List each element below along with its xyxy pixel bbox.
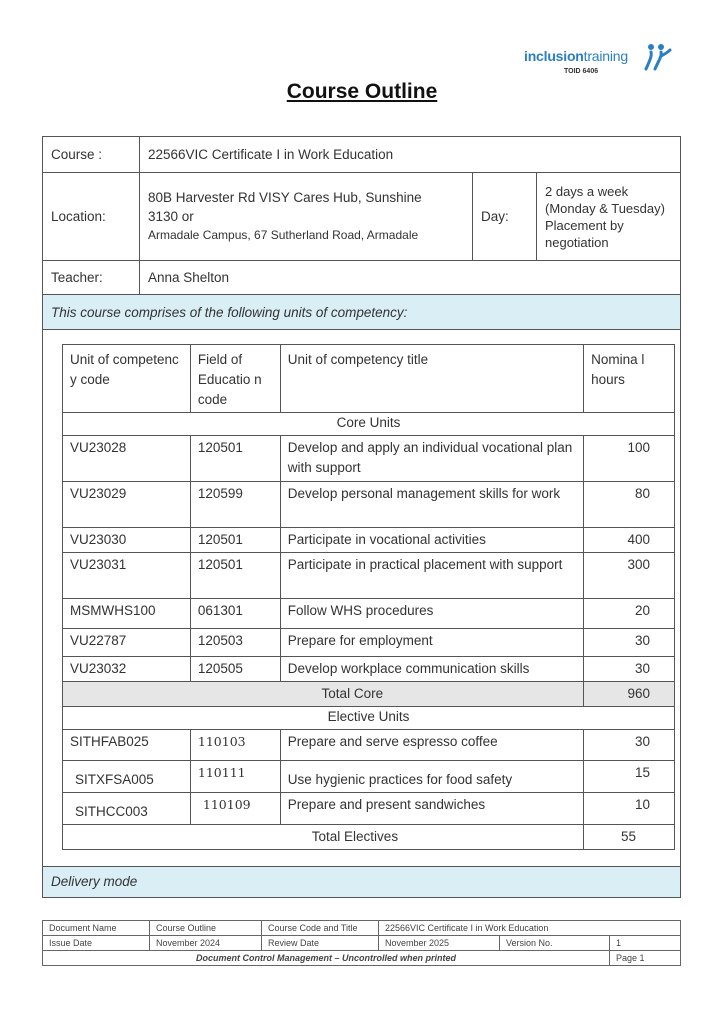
location-row — [43, 173, 681, 261]
unit-code: MSMWHS100 — [63, 599, 191, 629]
page-number: Page 1 — [610, 951, 681, 966]
issue-date-value: November 2024 — [150, 936, 262, 951]
brand-logo — [524, 42, 674, 80]
field-code: 120599 — [190, 482, 280, 528]
unit-code: VU23031 — [63, 553, 191, 599]
table-row — [63, 528, 675, 553]
location-line-1: 80B Harvester Rd VISY Cares Hub, Sunshine — [148, 190, 422, 205]
day-value: 2 days a week (Monday & Tuesday) Placement by negotiation — [537, 173, 681, 261]
unit-code: VU22787 — [63, 629, 191, 657]
header-hours: Nomina l hours — [584, 345, 675, 413]
field-code: 110109 — [190, 793, 280, 825]
location-value — [140, 173, 473, 261]
unit-hours: 400 — [584, 528, 675, 553]
unit-title: Use hygienic practices for food safety — [280, 761, 583, 793]
unit-code: VU23030 — [63, 528, 191, 553]
field-code: 120501 — [190, 528, 280, 553]
version-label: Version No. — [500, 936, 610, 951]
delivery-mode-heading: Delivery mode — [42, 866, 681, 898]
version-value: 1 — [610, 936, 681, 951]
footer-row-2 — [43, 936, 681, 951]
code-title-label: Course Code and Title — [262, 921, 379, 936]
units-intro-row — [43, 295, 681, 330]
unit-hours: 10 — [584, 793, 675, 825]
teacher-label: Teacher: — [43, 261, 140, 295]
field-code: 120501 — [190, 436, 280, 482]
review-date-label: Review Date — [262, 936, 379, 951]
unit-hours: 20 — [584, 599, 675, 629]
unit-title: Develop personal management skills for work — [280, 482, 583, 528]
table-row — [63, 793, 675, 825]
table-row — [63, 482, 675, 528]
logo-toid: TOID 6406 — [564, 68, 599, 75]
core-units-label: Core Units — [63, 413, 675, 436]
course-label: Course : — [43, 137, 140, 173]
unit-hours: 100 — [584, 436, 675, 482]
total-core-row — [63, 682, 675, 707]
unit-title: Follow WHS procedures — [280, 599, 583, 629]
unit-code: VU23028 — [63, 436, 191, 482]
table-row — [63, 599, 675, 629]
unit-hours: 30 — [584, 657, 675, 682]
table-row — [63, 657, 675, 682]
unit-title: Participate in vocational activities — [280, 528, 583, 553]
course-info-table — [42, 136, 681, 330]
doc-name-value: Course Outline — [150, 921, 262, 936]
unit-code: SITXFSA005 — [63, 761, 191, 793]
doc-name-label: Document Name — [43, 921, 150, 936]
unit-title: Participate in practical placement with support — [280, 553, 583, 599]
total-electives-value: 55 — [584, 825, 675, 850]
document-control-footer — [42, 920, 681, 966]
unit-hours: 30 — [584, 730, 675, 761]
logo-wordmark: inclusiontraining — [524, 48, 628, 64]
teacher-value: Anna Shelton — [140, 261, 681, 295]
table-row — [63, 730, 675, 761]
total-electives-row — [63, 825, 675, 850]
core-units-row — [63, 413, 675, 436]
teacher-row — [43, 261, 681, 295]
unit-code: SITHCC003 — [63, 793, 191, 825]
elective-units-row — [63, 707, 675, 730]
field-code: 110103 — [190, 730, 280, 761]
code-title-value: 22566VIC Certificate I in Work Education — [379, 921, 681, 936]
units-intro: This course comprises of the following units of competency: — [43, 295, 681, 330]
total-core-label: Total Core — [63, 682, 584, 707]
page-title: Course Outline — [286, 80, 438, 103]
unit-title: Develop workplace communication skills — [280, 657, 583, 682]
units-header-row — [63, 345, 675, 413]
location-line-3: Armadale Campus, 67 Sutherland Road, Armadale — [148, 228, 419, 242]
course-value: 22566VIC Certificate I in Work Education — [140, 137, 681, 173]
footer-row-1 — [43, 921, 681, 936]
field-code: 120501 — [190, 553, 280, 599]
unit-title: Prepare and present sandwiches — [280, 793, 583, 825]
field-code: 120505 — [190, 657, 280, 682]
control-notice: Document Control Management – Uncontrolled when printed — [43, 951, 610, 966]
table-row — [63, 629, 675, 657]
field-code: 110111 — [190, 761, 280, 793]
table-row — [63, 436, 675, 482]
unit-code: SITHFAB025 — [63, 730, 191, 761]
course-row — [43, 137, 681, 173]
unit-hours: 300 — [584, 553, 675, 599]
unit-title: Prepare and serve espresso coffee — [280, 730, 583, 761]
unit-title: Prepare for employment — [280, 629, 583, 657]
location-line-2: 3130 or — [148, 209, 194, 224]
logo-mark-icon — [642, 42, 672, 72]
unit-code: VU23029 — [63, 482, 191, 528]
table-row — [63, 761, 675, 793]
unit-title: Develop and apply an individual vocational plan with support — [280, 436, 583, 482]
location-label: Location: — [43, 173, 140, 261]
day-label: Day: — [473, 173, 537, 261]
header-title: Unit of competency title — [280, 345, 583, 413]
header-unit-code: Unit of competenc y code — [63, 345, 191, 413]
table-row — [63, 553, 675, 599]
unit-hours: 80 — [584, 482, 675, 528]
total-core-value: 960 — [584, 682, 675, 707]
units-table — [62, 344, 675, 850]
unit-hours: 15 — [584, 761, 675, 793]
header-field-code: Field of Educatio n code — [190, 345, 280, 413]
footer-row-3 — [43, 951, 681, 966]
review-date-value: November 2025 — [379, 936, 500, 951]
unit-hours: 30 — [584, 629, 675, 657]
unit-code: VU23032 — [63, 657, 191, 682]
total-electives-label: Total Electives — [63, 825, 584, 850]
field-code: 120503 — [190, 629, 280, 657]
field-code: 061301 — [190, 599, 280, 629]
elective-units-label: Elective Units — [63, 707, 675, 730]
issue-date-label: Issue Date — [43, 936, 150, 951]
